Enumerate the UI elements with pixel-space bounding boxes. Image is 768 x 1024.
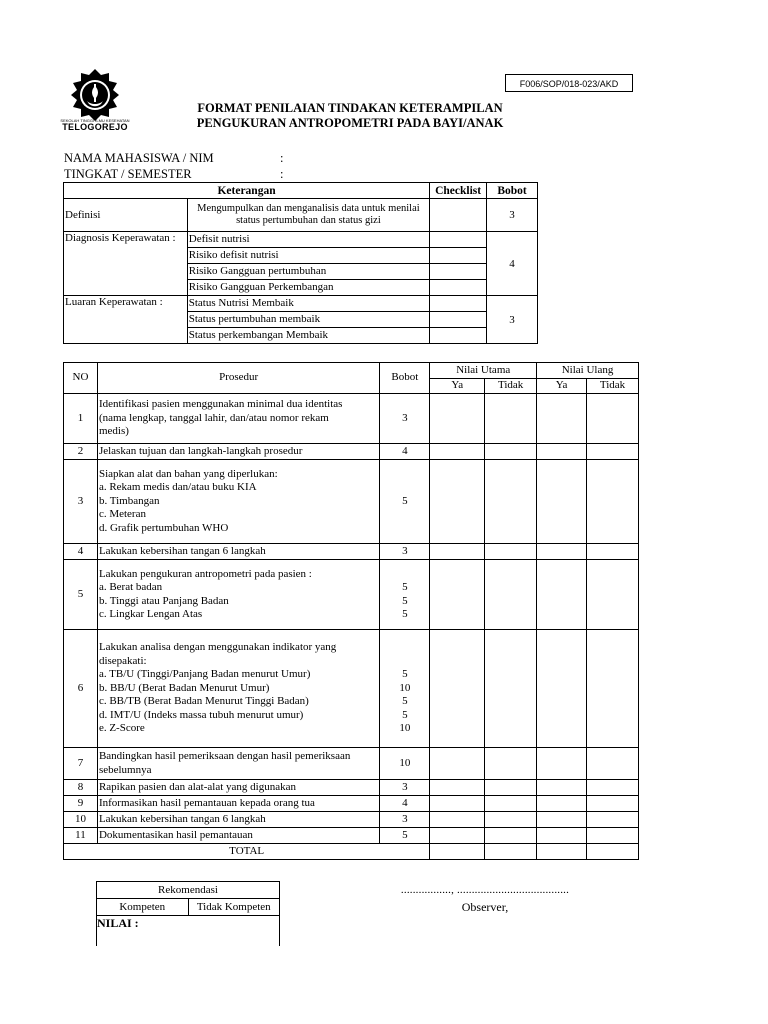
header-checklist: Checklist <box>430 183 487 199</box>
step-bobot <box>380 796 430 812</box>
score-cell-utama-tidak[interactable] <box>485 444 537 460</box>
step-bobot <box>380 630 430 748</box>
level-semester-label: TINGKAT / SEMESTER <box>64 167 192 181</box>
institution-small-text: SEKOLAH TINGGI ILMU KESEHATAN <box>60 118 130 123</box>
score-cell-utama-ya[interactable] <box>430 796 485 812</box>
bobot-value: 5 <box>402 608 408 620</box>
step-line: Rapikan pasien dan alat-alat yang digunakan <box>98 780 296 793</box>
bobot-value: 3 <box>402 812 408 825</box>
score-cell-utama-tidak[interactable] <box>485 748 537 780</box>
step-line: Informasikan hasil pemantauan kepada orang tua <box>98 796 315 809</box>
header-nilai-ulang: Nilai Ulang <box>537 363 639 379</box>
score-cell-ulang-tidak[interactable] <box>587 444 639 460</box>
step-line: Jelaskan tujuan dan langkah-langkah prosedur <box>98 444 303 457</box>
luaran-item: Status perkembangan Membaik <box>187 328 429 344</box>
score-cell-ulang-ya[interactable] <box>537 544 587 560</box>
step-description <box>97 796 379 812</box>
step-bobot <box>380 444 430 460</box>
score-cell-utama-tidak[interactable] <box>485 812 537 828</box>
step-line: Lakukan kebersihan tangan 6 langkah <box>98 812 266 825</box>
bobot-spacer <box>380 568 429 582</box>
score-cell-utama-ya[interactable] <box>430 828 485 844</box>
student-name-label: NAMA MAHASISWA / NIM <box>64 151 214 165</box>
diagnosis-item: Risiko defisit nutrisi <box>187 248 429 264</box>
form-title <box>150 101 550 131</box>
definisi-bobot: 3 <box>487 199 538 232</box>
step-description <box>97 748 379 780</box>
step-description <box>97 394 379 444</box>
step-line: d. IMT/U (Indeks massa tubuh menurut umur) <box>98 708 304 721</box>
step-number: 2 <box>64 444 98 460</box>
bobot-value: 10 <box>399 681 411 694</box>
score-cell-utama-tidak[interactable] <box>485 780 537 796</box>
header-bobot: Bobot <box>380 363 430 394</box>
step-line: b. Tinggi atau Panjang Badan <box>98 594 229 607</box>
score-cell-ulang-ya[interactable] <box>537 444 587 460</box>
step-line: c. Lingkar Lengan Atas <box>98 608 203 620</box>
score-cell-ulang-tidak[interactable] <box>587 630 639 748</box>
bobot-value: 5 <box>402 828 408 841</box>
step-bobot <box>380 560 430 630</box>
total-label: TOTAL <box>64 844 430 860</box>
score-cell-ulang-ya[interactable] <box>537 828 587 844</box>
score-cell-utama-ya[interactable] <box>430 444 485 460</box>
step-number: 7 <box>64 748 98 780</box>
score-cell-utama-ya[interactable] <box>430 460 485 544</box>
score-cell-ulang-ya[interactable] <box>537 812 587 828</box>
luaran-item: Status pertumbuhan membaik <box>187 312 429 328</box>
score-cell-ulang-ya[interactable] <box>537 630 587 748</box>
step-description <box>97 812 379 828</box>
step-line: Lakukan kebersihan tangan 6 langkah <box>98 544 266 557</box>
step-line: a. Rekam medis dan/atau buku KIA <box>98 481 257 494</box>
step-description <box>97 560 379 630</box>
header-utama-ya: Ya <box>430 379 485 394</box>
step-line: (nama lengkap, tanggal lahir, dan/atau nomor rekam <box>98 411 329 424</box>
step-line: b. Timbangan <box>98 494 160 507</box>
score-cell-utama-tidak[interactable] <box>485 544 537 560</box>
procedure-row <box>64 748 639 780</box>
score-cell-ulang-tidak[interactable] <box>587 748 639 780</box>
definisi-text: Mengumpulkan dan menganalisis data untuk menilai status pertumbuhan dan status gizi <box>187 199 429 232</box>
diagnosis-item: Risiko Gangguan Perkembangan <box>187 280 429 296</box>
luaran-checklist-cell[interactable] <box>430 328 487 344</box>
score-cell-ulang-tidak[interactable] <box>587 394 639 444</box>
step-description <box>97 460 379 544</box>
tidak-kompeten-option[interactable]: Tidak Kompeten <box>188 899 280 916</box>
step-line: Bandingkan hasil pemeriksaan dengan hasil pemeriksaan <box>98 750 351 762</box>
bobot-value: 10 <box>399 756 411 769</box>
step-number: 4 <box>64 544 98 560</box>
diagnosis-checklist-cell[interactable] <box>430 264 487 280</box>
score-cell-utama-ya[interactable] <box>430 394 485 444</box>
score-cell-ulang-tidak[interactable] <box>587 560 639 630</box>
diagnosis-checklist-cell[interactable] <box>430 232 487 248</box>
score-cell-ulang-ya[interactable] <box>537 460 587 544</box>
diagnosis-item: Defisit nutrisi <box>187 232 429 248</box>
title-line-2: PENGUKURAN ANTROPOMETRI PADA BAYI/ANAK <box>196 116 504 130</box>
header-ulang-tidak: Tidak <box>587 379 639 394</box>
bobot-value: 5 <box>402 494 408 507</box>
step-number: 11 <box>64 828 98 844</box>
score-cell-ulang-ya[interactable] <box>537 560 587 630</box>
summary-table <box>63 182 538 344</box>
step-number: 1 <box>64 394 98 444</box>
step-number: 8 <box>64 780 98 796</box>
bobot-value: 5 <box>402 695 408 708</box>
bobot-value: 4 <box>402 796 408 809</box>
score-cell-utama-ya[interactable] <box>430 560 485 630</box>
score-cell-utama-ya[interactable] <box>430 748 485 780</box>
step-line: a. Berat badan <box>98 581 163 593</box>
step-description <box>97 544 379 560</box>
step-number: 5 <box>64 560 98 630</box>
score-cell-utama-ya[interactable] <box>430 812 485 828</box>
score-cell-utama-tidak[interactable] <box>485 394 537 444</box>
step-description <box>97 780 379 796</box>
procedure-row <box>64 780 639 796</box>
luaran-checklist-cell[interactable] <box>430 296 487 312</box>
score-cell-ulang-ya[interactable] <box>537 796 587 812</box>
step-line: b. BB/U (Berat Badan Menurut Umur) <box>98 681 270 694</box>
luaran-label: Luaran Keperawatan : <box>64 296 188 344</box>
luaran-item: Status Nutrisi Membaik <box>187 296 429 312</box>
bobot-spacer <box>380 641 429 655</box>
definisi-label: Definisi <box>64 199 188 232</box>
procedure-row <box>64 796 639 812</box>
step-description <box>97 828 379 844</box>
score-cell-ulang-tidak[interactable] <box>587 812 639 828</box>
score-cell-utama-ya[interactable] <box>430 780 485 796</box>
step-number: 10 <box>64 812 98 828</box>
student-name-colon: : <box>280 151 284 165</box>
step-bobot <box>380 748 430 780</box>
score-cell-ulang-ya[interactable] <box>537 780 587 796</box>
step-line: Lakukan pengukuran antropometri pada pasien : <box>98 567 312 580</box>
score-cell-ulang-tidak[interactable] <box>587 828 639 844</box>
bobot-value: 10 <box>399 722 411 735</box>
step-bobot <box>380 828 430 844</box>
institution-name: TELOGOREJO <box>62 122 128 132</box>
procedure-row <box>64 444 639 460</box>
total-utama-ya[interactable] <box>430 844 485 860</box>
definisi-checklist-cell[interactable] <box>430 199 487 232</box>
step-line: c. Meteran <box>98 508 146 521</box>
score-cell-utama-tidak[interactable] <box>485 630 537 748</box>
step-bobot <box>380 394 430 444</box>
step-number: 3 <box>64 460 98 544</box>
document-code: F006/SOP/018-023/AKD <box>505 74 633 92</box>
score-cell-utama-tidak[interactable] <box>485 560 537 630</box>
luaran-checklist-cell[interactable] <box>430 312 487 328</box>
step-line: e. Z-Score <box>98 722 145 735</box>
bobot-value: 3 <box>402 544 408 557</box>
procedure-row <box>64 544 639 560</box>
step-line: disepakati: <box>98 654 147 667</box>
total-ulang-tidak[interactable] <box>587 844 639 860</box>
procedure-row <box>64 812 639 828</box>
procedure-row <box>64 560 639 630</box>
title-line-1: FORMAT PENILAIAN TINDAKAN KETERAMPILAN <box>197 101 503 115</box>
header-ulang-ya: Ya <box>537 379 587 394</box>
step-description <box>97 630 379 748</box>
recommendation-title: Rekomendasi <box>97 882 280 899</box>
step-line: c. BB/TB (Berat Badan Menurut Tinggi Badan) <box>98 695 309 708</box>
procedure-row <box>64 630 639 748</box>
diagnosis-item: Risiko Gangguan pertumbuhan <box>187 264 429 280</box>
score-cell-utama-ya[interactable] <box>430 544 485 560</box>
score-cell-utama-ya[interactable] <box>430 630 485 748</box>
step-line: Lakukan analisa dengan menggunakan indikator yang <box>98 641 337 654</box>
score-cell-utama-tidak[interactable] <box>485 796 537 812</box>
bobot-value: 5 <box>402 581 408 593</box>
step-line: Dokumentasikan hasil pemantauan <box>98 828 253 841</box>
score-cell-ulang-tidak[interactable] <box>587 460 639 544</box>
step-bobot <box>380 780 430 796</box>
step-bobot <box>380 544 430 560</box>
recommendation-table <box>96 881 280 946</box>
score-cell-ulang-tidak[interactable] <box>587 544 639 560</box>
step-line: medis) <box>98 425 129 438</box>
kompeten-option[interactable]: Kompeten <box>97 899 189 916</box>
procedure-row <box>64 828 639 844</box>
score-cell-utama-tidak[interactable] <box>485 828 537 844</box>
header-prosedur: Prosedur <box>97 363 379 394</box>
bobot-value: 3 <box>402 780 408 793</box>
step-number: 6 <box>64 630 98 748</box>
bobot-value: 5 <box>402 668 408 681</box>
step-bobot <box>380 460 430 544</box>
score-cell-ulang-tidak[interactable] <box>587 780 639 796</box>
step-line: a. TB/U (Tinggi/Panjang Badan menurut Umur) <box>98 668 311 681</box>
step-bobot <box>380 812 430 828</box>
step-line: d. Grafik pertumbuhan WHO <box>98 521 229 534</box>
step-line: sebelumnya <box>98 763 152 776</box>
header-keterangan: Keterangan <box>64 183 430 199</box>
procedure-row <box>64 460 639 544</box>
step-line: Identifikasi pasien menggunakan minimal dua identitas <box>98 398 343 411</box>
bobot-spacer <box>380 655 429 669</box>
score-cell-ulang-ya[interactable] <box>537 394 587 444</box>
header-bobot: Bobot <box>487 183 538 199</box>
observer-label: Observer, <box>461 900 509 914</box>
header-nilai-utama: Nilai Utama <box>430 363 537 379</box>
header-no: NO <box>64 363 98 394</box>
diagnosis-checklist-cell[interactable] <box>430 280 487 296</box>
bobot-value: 3 <box>402 411 408 424</box>
diagnosis-checklist-cell[interactable] <box>430 248 487 264</box>
nilai-field[interactable]: NILAI : <box>97 916 280 947</box>
bobot-value: 5 <box>402 594 408 607</box>
bobot-value: 5 <box>402 708 408 721</box>
diagnosis-label: Diagnosis Keperawatan : <box>64 232 188 296</box>
diagnosis-bobot: 4 <box>487 232 538 296</box>
score-cell-utama-tidak[interactable] <box>485 460 537 544</box>
score-cell-ulang-ya[interactable] <box>537 748 587 780</box>
total-utama-tidak[interactable] <box>485 844 537 860</box>
score-cell-ulang-tidak[interactable] <box>587 796 639 812</box>
procedure-table <box>63 362 639 860</box>
level-semester-colon: : <box>280 167 284 181</box>
step-line: Siapkan alat dan bahan yang diperlukan: <box>98 467 278 480</box>
observer-date-place: ................., ...................................... <box>400 884 570 896</box>
procedure-row <box>64 394 639 444</box>
luaran-bobot: 3 <box>487 296 538 344</box>
step-number: 9 <box>64 796 98 812</box>
bobot-value: 4 <box>402 444 408 457</box>
step-description <box>97 444 379 460</box>
header-utama-tidak: Tidak <box>485 379 537 394</box>
total-ulang-ya[interactable] <box>537 844 587 860</box>
